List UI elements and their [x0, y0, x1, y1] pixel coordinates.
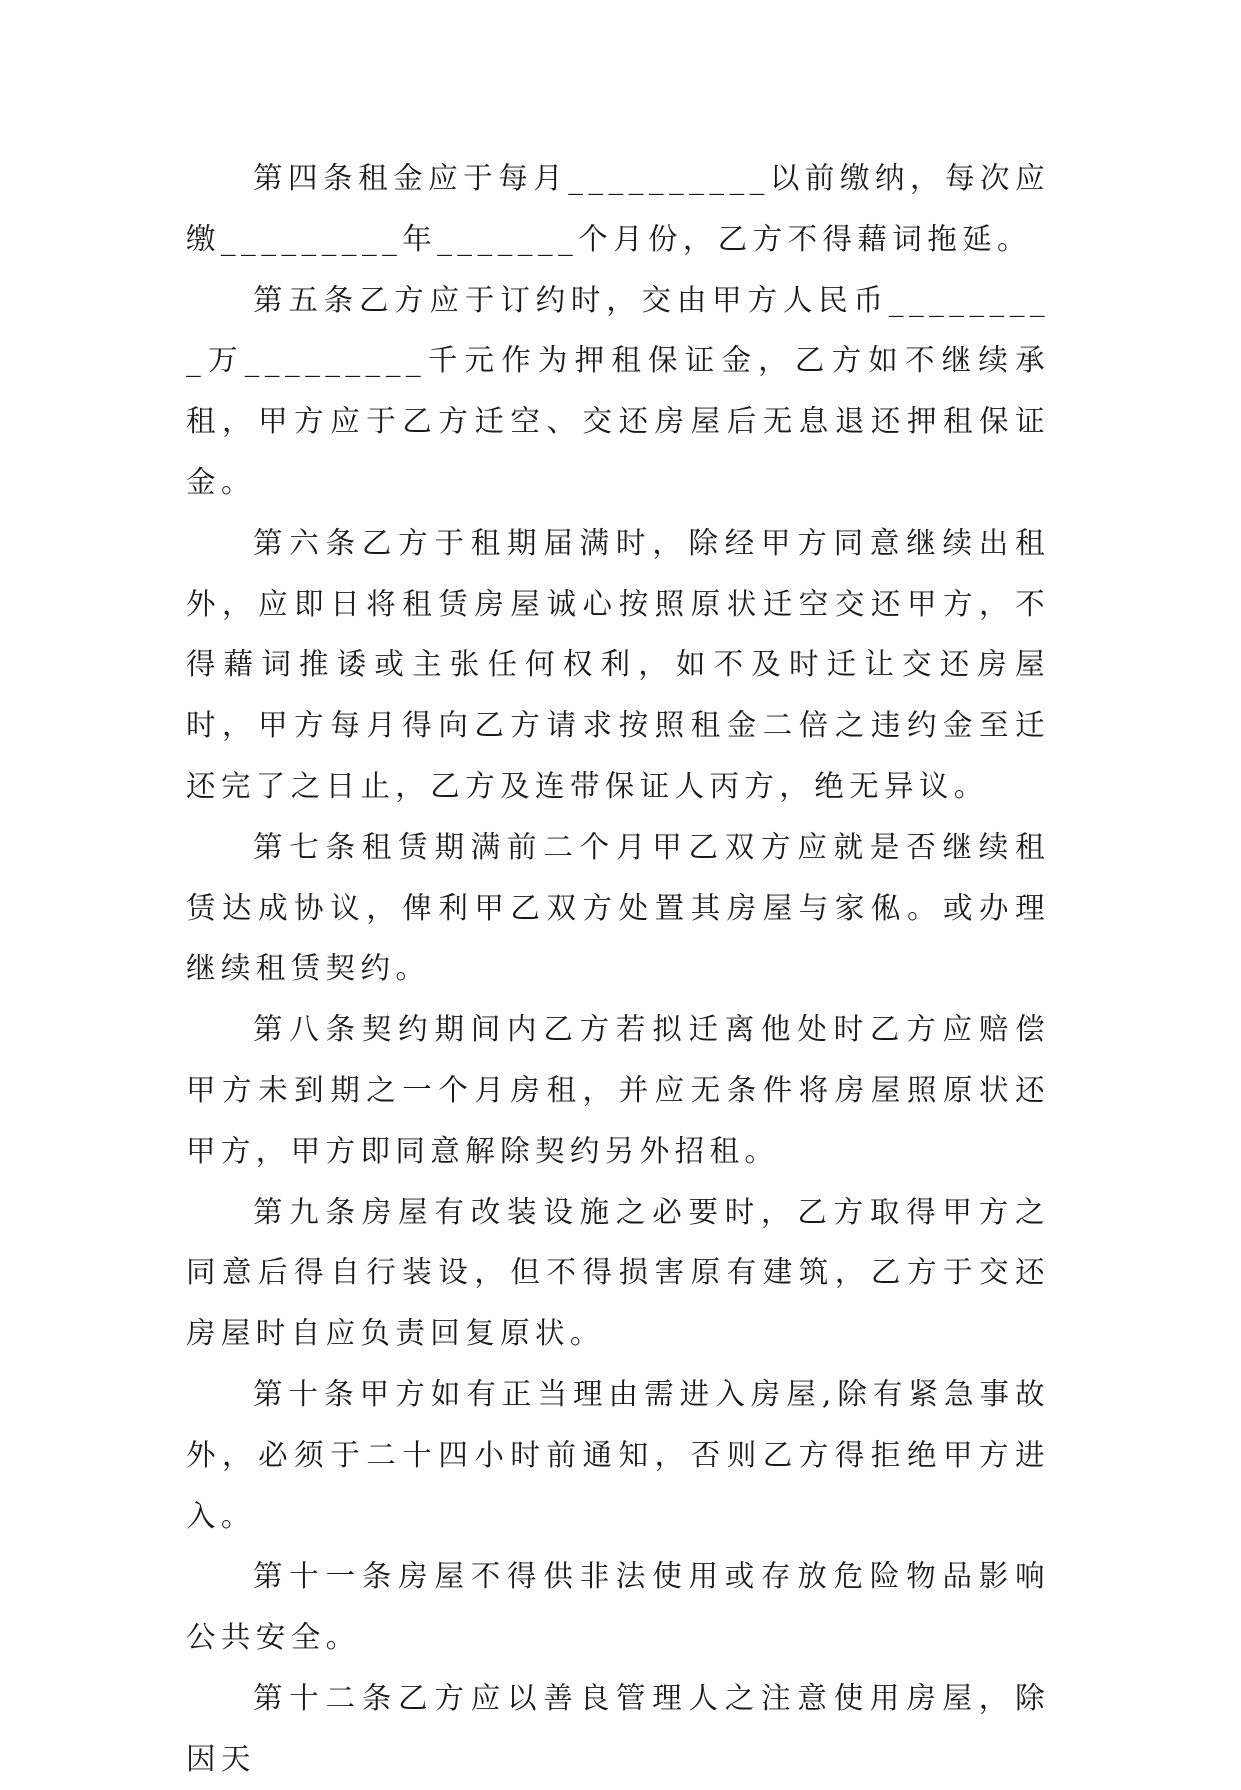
- clause-11: 第十一条房屋不得供非法使用或存放危险物品影响公共安全。: [186, 1559, 1050, 1655]
- clause-7: 第七条租赁期满前二个月甲乙双方应就是否继续租赁达成协议，俾利甲乙双方处置其房屋与家俬。或办理继续租赁契约。: [186, 829, 1050, 986]
- contract-body: [186, 148, 1050, 1790]
- clause-9: 第九条房屋有改装设施之必要时，乙方取得甲方之同意后得自行装设，但不得损害原有建筑，乙方于交还房屋时自应负责回复原状。: [186, 1194, 1050, 1351]
- clause-12: 第十二条乙方应以善良管理人之注意使用房屋，除因天: [186, 1680, 1050, 1776]
- clause-8: 第八条契约期间内乙方若拟迁离他处时乙方应赔偿甲方未到期之一个月房租，并应无条件将房屋照原状还甲方，甲方即同意解除契约另外招租。: [186, 1012, 1050, 1168]
- clause-6: 第六条乙方于租期届满时，除经甲方同意继续出租外，应即日将租赁房屋诚心按照原状迁空交还甲方，不得藉词推诿或主张任何权利，如不及时迁让交还房屋时，甲方每月得向乙方请求按照租金二倍之违约金至迁还完了之日止，乙方及连带保证人丙方，绝无异议。: [186, 525, 1050, 803]
- clause-4: 第四条租金应于每月__________以前缴纳，每次应缴_________年_______个月份，乙方不得藉词拖延。: [186, 161, 1050, 256]
- clause-5: 第五条乙方应于订约时，交由甲方人民币_________万_________千元作为押租保证金，乙方如不继续承租，甲方应于乙方迁空、交还房屋后无息退还押租保证金。: [186, 282, 1050, 499]
- clause-10: 第十条甲方如有正当理由需进入房屋,除有紧急事故外，必须于二十四小时前通知，否则乙方得拒绝甲方进入。: [186, 1376, 1050, 1533]
